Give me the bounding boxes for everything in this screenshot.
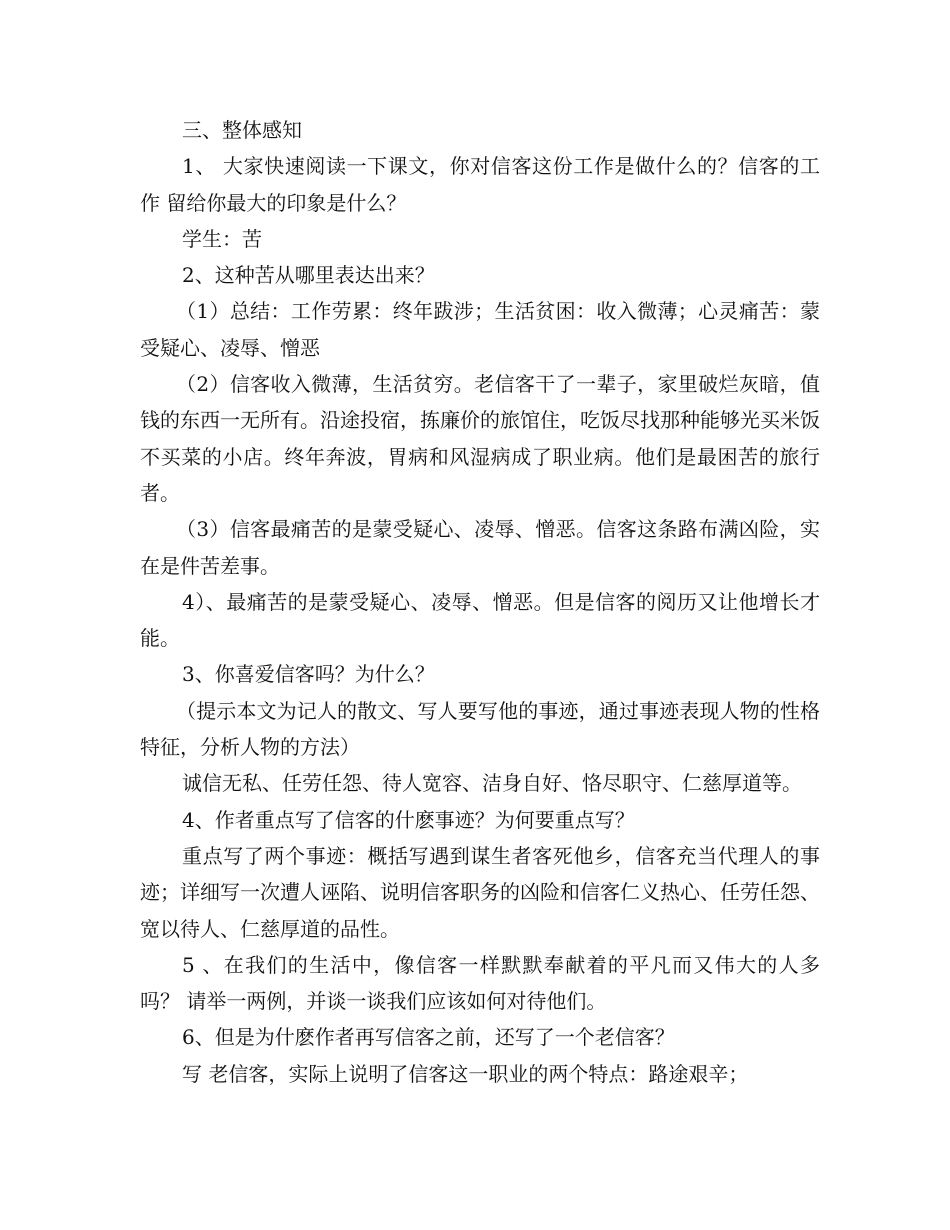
answer-point-1: （1）总结：工作劳累：终年跋涉；生活贫困：收入微薄；心灵痛苦：蒙受疑心、凌辱、憎恶 <box>140 299 820 360</box>
section-heading: 三、整体感知 <box>182 118 302 142</box>
document-body <box>140 112 820 1092</box>
answer-events: 重点写了两个事迹：概括写遇到谋生者客死他乡，信客充当代理人的事迹；详细写一次遭人诬陷、说明信客职务的凶险和信客仁义热心、任劳任怨、宽以待人、仁慈厚道的品性。 <box>140 843 820 941</box>
question-5: 5 、在我们的生活中，像信客一样默默奉献着的平凡而又伟大的人多吗？ 请举一两例，并谈一谈我们应该如何对待他们。 <box>140 952 820 1014</box>
question-3: 3、你喜爱信客吗？为什么？ <box>182 662 435 687</box>
answer-point-2: （2）信客收入微薄，生活贫穷。老信客干了一辈子，家里破烂灰暗，值钱的东西一无所有。沿途投宿，拣廉价的旅馆住，吃饭尽找那种能够光买米饭不买菜的小店。终年奔波，胃病和风湿病成了职业病。他们是最困苦的旅行者。 <box>140 372 820 505</box>
answer-old-messenger: 写 老信客，实际上说明了信客这一职业的两个特点：路途艰辛； <box>182 1061 749 1086</box>
answer-traits: 诚信无私、任劳任怨、待人宽容、洁身自好、恪尽职守、仁慈厚道等。 <box>182 771 802 796</box>
answer-point-3: （3）信客最痛苦的是蒙受疑心、凌辱、憎恶。信客这条路布满凶险，实在是件苦差事。 <box>140 517 820 578</box>
question-6: 6、但是为什麽作者再写信客之前，还写了一个老信客？ <box>182 1025 675 1050</box>
question-4: 4、作者重点写了信客的什麽事迹？为何要重点写？ <box>182 807 635 832</box>
hint-paragraph: （提示本文为记人的散文、写人要写他的事迹，通过事迹表现人物的性格特征，分析人物的方法） <box>140 698 820 760</box>
student-answer: 学生：苦 <box>182 226 262 251</box>
question-2: 2、这种苦从哪里表达出来？ <box>182 263 435 288</box>
question-1: 1、 大家快速阅读一下课文，你对信客这份工作是做什么的？信客的工作 留给你最大的印象是什么？ <box>140 154 820 215</box>
answer-point-4: 4）、最痛苦的是蒙受疑心、凌辱、憎恶。但是信客的阅历又让他增长才能。 <box>140 589 820 651</box>
